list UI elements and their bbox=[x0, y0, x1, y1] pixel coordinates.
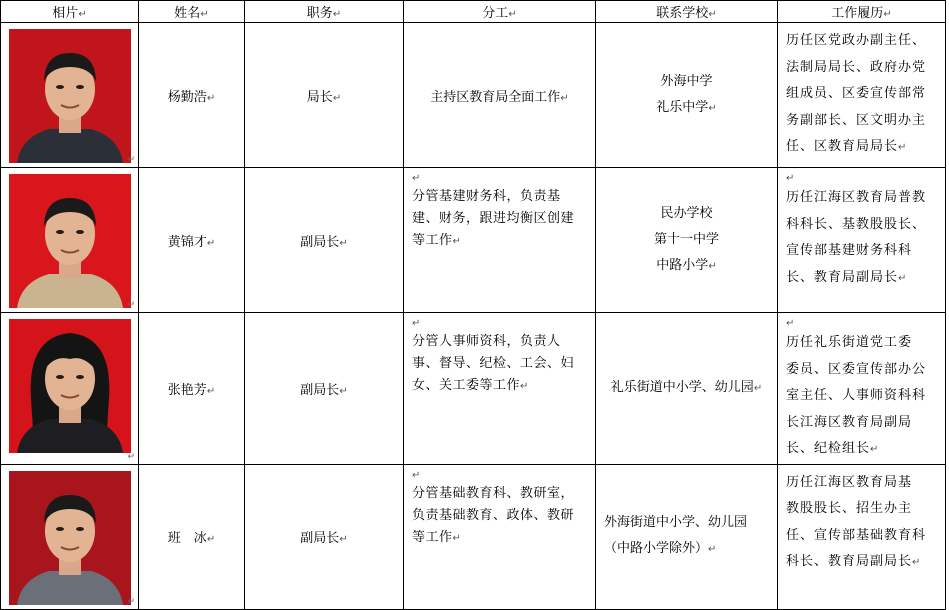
paragraph-mark: ↵ bbox=[332, 92, 342, 104]
paragraph-mark: ↵ bbox=[206, 237, 216, 249]
career-line-text: 长江海区教育局副局 bbox=[786, 414, 913, 430]
schools-list bbox=[596, 201, 777, 280]
career-line bbox=[786, 185, 939, 212]
career-line-text: 务副部长、区文明办主 bbox=[786, 112, 927, 128]
title-cell bbox=[245, 23, 404, 168]
duty-text bbox=[404, 313, 595, 398]
paragraph-mark: ↵ bbox=[708, 102, 717, 114]
career-line-text: 室主任、人事师资科科 bbox=[786, 388, 927, 403]
schools-cell bbox=[596, 464, 778, 609]
career-line bbox=[786, 108, 939, 135]
header-title: 职务↵ bbox=[245, 1, 404, 23]
career-line bbox=[786, 28, 939, 55]
career-line-text: 历任江海区教育局基 bbox=[786, 474, 913, 490]
duty-line bbox=[412, 375, 587, 398]
paragraph-mark: ↵ bbox=[560, 92, 569, 104]
name-cell bbox=[139, 23, 245, 168]
title-cell bbox=[245, 313, 404, 465]
career-line-text: 任、区教育局局长 bbox=[786, 139, 899, 154]
paragraph-mark: ↵ bbox=[339, 534, 348, 545]
schools-cell bbox=[596, 23, 778, 168]
header-schools: 联系学校↵ bbox=[596, 1, 778, 23]
career-line bbox=[786, 81, 939, 108]
school-name: 礼乐中学 bbox=[656, 99, 709, 115]
paragraph-mark: ↵ bbox=[898, 142, 908, 153]
school-item bbox=[604, 510, 777, 536]
schools-cell bbox=[596, 168, 778, 313]
name-cell bbox=[139, 464, 245, 609]
portrait-photo bbox=[9, 471, 131, 605]
header-career: 工作履历↵ bbox=[778, 1, 946, 23]
career-line-text: 科长、教育局副局长 bbox=[786, 554, 913, 569]
person-name: 黄锦才 bbox=[167, 234, 207, 250]
duty-line bbox=[412, 527, 587, 550]
person-title: 副局长 bbox=[300, 382, 340, 398]
career-line bbox=[786, 496, 939, 523]
paragraph-mark: ↵ bbox=[206, 385, 216, 397]
header-row bbox=[1, 1, 946, 23]
duty-line-text: 分管人事师资科，负责人 bbox=[412, 334, 561, 349]
career-text bbox=[778, 313, 945, 464]
table-row bbox=[1, 464, 946, 609]
duty-cell bbox=[404, 23, 596, 168]
duty-line-text: 分管基建财务科，负责基 bbox=[412, 189, 561, 204]
photo-cell bbox=[1, 313, 139, 465]
paragraph-mark: ↵ bbox=[206, 534, 216, 545]
portrait-photo bbox=[9, 29, 131, 163]
school-item bbox=[604, 536, 777, 563]
career-line bbox=[786, 55, 939, 82]
duty-line-text: 事、督导、纪检、工会、妇 bbox=[412, 356, 575, 371]
schools-cell bbox=[596, 313, 778, 465]
school-name: 民办学校 bbox=[660, 205, 713, 221]
title-cell bbox=[245, 464, 404, 609]
duty-line bbox=[404, 86, 595, 105]
career-line bbox=[786, 383, 939, 410]
duty-line bbox=[412, 230, 587, 253]
career-line bbox=[786, 330, 939, 357]
school-name: 中路小学 bbox=[656, 257, 709, 273]
header-name: 姓名↵ bbox=[139, 1, 245, 23]
paragraph-mark: ↵ bbox=[708, 544, 717, 555]
portrait-photo bbox=[9, 174, 131, 308]
photo-cell bbox=[1, 464, 139, 609]
duty-text bbox=[404, 465, 595, 550]
school-name: 第十一中学 bbox=[653, 231, 719, 247]
career-cell bbox=[778, 168, 946, 313]
paragraph-mark: ↵ bbox=[708, 260, 717, 272]
duty-line-text: 分管基础教育科、教研室， bbox=[412, 485, 575, 501]
career-line-text: 教股股长、招生办主 bbox=[786, 501, 913, 516]
paragraph-mark: ↵ bbox=[870, 444, 880, 455]
table-row bbox=[1, 168, 946, 313]
paragraph-mark: ↵ bbox=[753, 382, 763, 394]
career-text bbox=[778, 465, 945, 577]
duty-line bbox=[412, 483, 587, 505]
duty-text bbox=[404, 86, 595, 105]
duty-cell bbox=[404, 168, 596, 313]
career-line-text: 长、教育局副局长 bbox=[786, 269, 899, 285]
paragraph-mark: ↵ bbox=[786, 318, 796, 329]
career-line-text: 历任区党政办副主任、 bbox=[786, 33, 927, 48]
career-line-text: 组成员、区委宣传部常 bbox=[786, 86, 927, 101]
paragraph-mark: ↵ bbox=[520, 381, 529, 392]
career-line bbox=[786, 134, 939, 162]
name-cell bbox=[139, 168, 245, 313]
school-item bbox=[596, 69, 777, 95]
person-title: 局长 bbox=[306, 89, 333, 105]
school-item bbox=[596, 253, 777, 280]
paragraph-mark: ↵ bbox=[898, 272, 908, 284]
paragraph-mark: ↵ bbox=[786, 173, 796, 184]
person-title: 副局长 bbox=[300, 234, 340, 250]
paragraph-mark: ↵ bbox=[412, 318, 421, 329]
photo-cell bbox=[1, 168, 139, 313]
career-line-text: 委员、区委宣传部办公 bbox=[786, 361, 927, 377]
header-photo: 相片↵ bbox=[1, 1, 139, 23]
duty-line-text: 女、关工委等工作 bbox=[412, 378, 521, 393]
paragraph-mark: ↵ bbox=[412, 173, 421, 184]
duty-line bbox=[412, 353, 587, 375]
person-title: 副局长 bbox=[300, 531, 340, 546]
school-item bbox=[596, 227, 777, 253]
career-line bbox=[786, 470, 939, 497]
schools-list bbox=[596, 375, 777, 402]
person-name: 班 冰 bbox=[167, 531, 207, 546]
paragraph-mark: ↵ bbox=[127, 300, 135, 310]
duty-line-text: 主持区教育局全面工作 bbox=[430, 89, 561, 105]
career-cell bbox=[778, 23, 946, 168]
career-line bbox=[786, 436, 939, 464]
paragraph-mark: ↵ bbox=[412, 469, 421, 481]
school-item bbox=[596, 201, 777, 227]
duty-line-text: 等工作 bbox=[412, 529, 453, 545]
duty-cell bbox=[404, 313, 596, 465]
person-name: 张艳芳 bbox=[167, 382, 207, 398]
career-line-text: 法制局局长、政府办党 bbox=[786, 59, 927, 75]
career-text bbox=[778, 23, 945, 162]
career-cell bbox=[778, 313, 946, 465]
table-row bbox=[1, 313, 946, 465]
career-line bbox=[786, 265, 939, 293]
school-name: （中路小学除外） bbox=[604, 541, 709, 556]
paragraph-mark: ↵ bbox=[127, 596, 135, 607]
career-line bbox=[786, 549, 939, 577]
career-cell bbox=[778, 464, 946, 609]
duty-line-text: 建、财务，跟进均衡区创建 bbox=[412, 211, 575, 226]
name-cell bbox=[139, 313, 245, 465]
header-duty: 分工↵ bbox=[404, 1, 596, 23]
career-line-text: 长、纪检组长 bbox=[786, 441, 871, 456]
photo-cell bbox=[1, 23, 139, 168]
school-item bbox=[596, 95, 777, 122]
paragraph-mark: ↵ bbox=[127, 155, 135, 165]
duty-cell bbox=[404, 464, 596, 609]
duty-line bbox=[412, 331, 587, 353]
school-name: 外海中学 bbox=[660, 73, 713, 89]
paragraph-mark: ↵ bbox=[339, 385, 348, 397]
career-line bbox=[786, 357, 939, 384]
career-line bbox=[786, 212, 939, 239]
school-name: 外海街道中小学、幼儿园 bbox=[604, 515, 748, 530]
duty-text bbox=[404, 168, 595, 253]
paragraph-mark: ↵ bbox=[912, 557, 922, 568]
duty-line bbox=[412, 505, 587, 527]
career-text bbox=[778, 168, 945, 292]
title-cell bbox=[245, 168, 404, 313]
portrait-photo bbox=[9, 319, 131, 453]
career-line bbox=[786, 238, 939, 265]
school-item bbox=[596, 375, 777, 402]
paragraph-mark: ↵ bbox=[452, 236, 462, 247]
duty-line bbox=[412, 186, 587, 208]
school-name: 礼乐街道中小学、幼儿园 bbox=[610, 379, 754, 395]
duty-line bbox=[412, 208, 587, 230]
paragraph-mark: ↵ bbox=[339, 237, 348, 249]
paragraph-mark: ↵ bbox=[206, 92, 216, 104]
schools-list bbox=[596, 69, 777, 122]
paragraph-mark: ↵ bbox=[452, 532, 462, 544]
career-line bbox=[786, 410, 939, 437]
table-row bbox=[1, 23, 946, 168]
duty-line-text: 等工作 bbox=[412, 233, 453, 248]
career-line-text: 历任礼乐街道党工委 bbox=[786, 335, 913, 350]
career-line bbox=[786, 523, 939, 550]
career-line-text: 历任江海区教育局普教 bbox=[786, 190, 927, 205]
duty-line-text: 负责基础教育、政体、教研 bbox=[412, 507, 575, 523]
schools-list bbox=[596, 510, 777, 563]
career-line-text: 任、宣传部基础教育科 bbox=[786, 527, 927, 543]
career-line-text: 科科长、基教股股长、 bbox=[786, 216, 927, 232]
career-line-text: 宣传部基建财务科科 bbox=[786, 243, 913, 258]
paragraph-mark: ↵ bbox=[127, 451, 135, 462]
person-name: 杨勤浩 bbox=[167, 89, 207, 105]
